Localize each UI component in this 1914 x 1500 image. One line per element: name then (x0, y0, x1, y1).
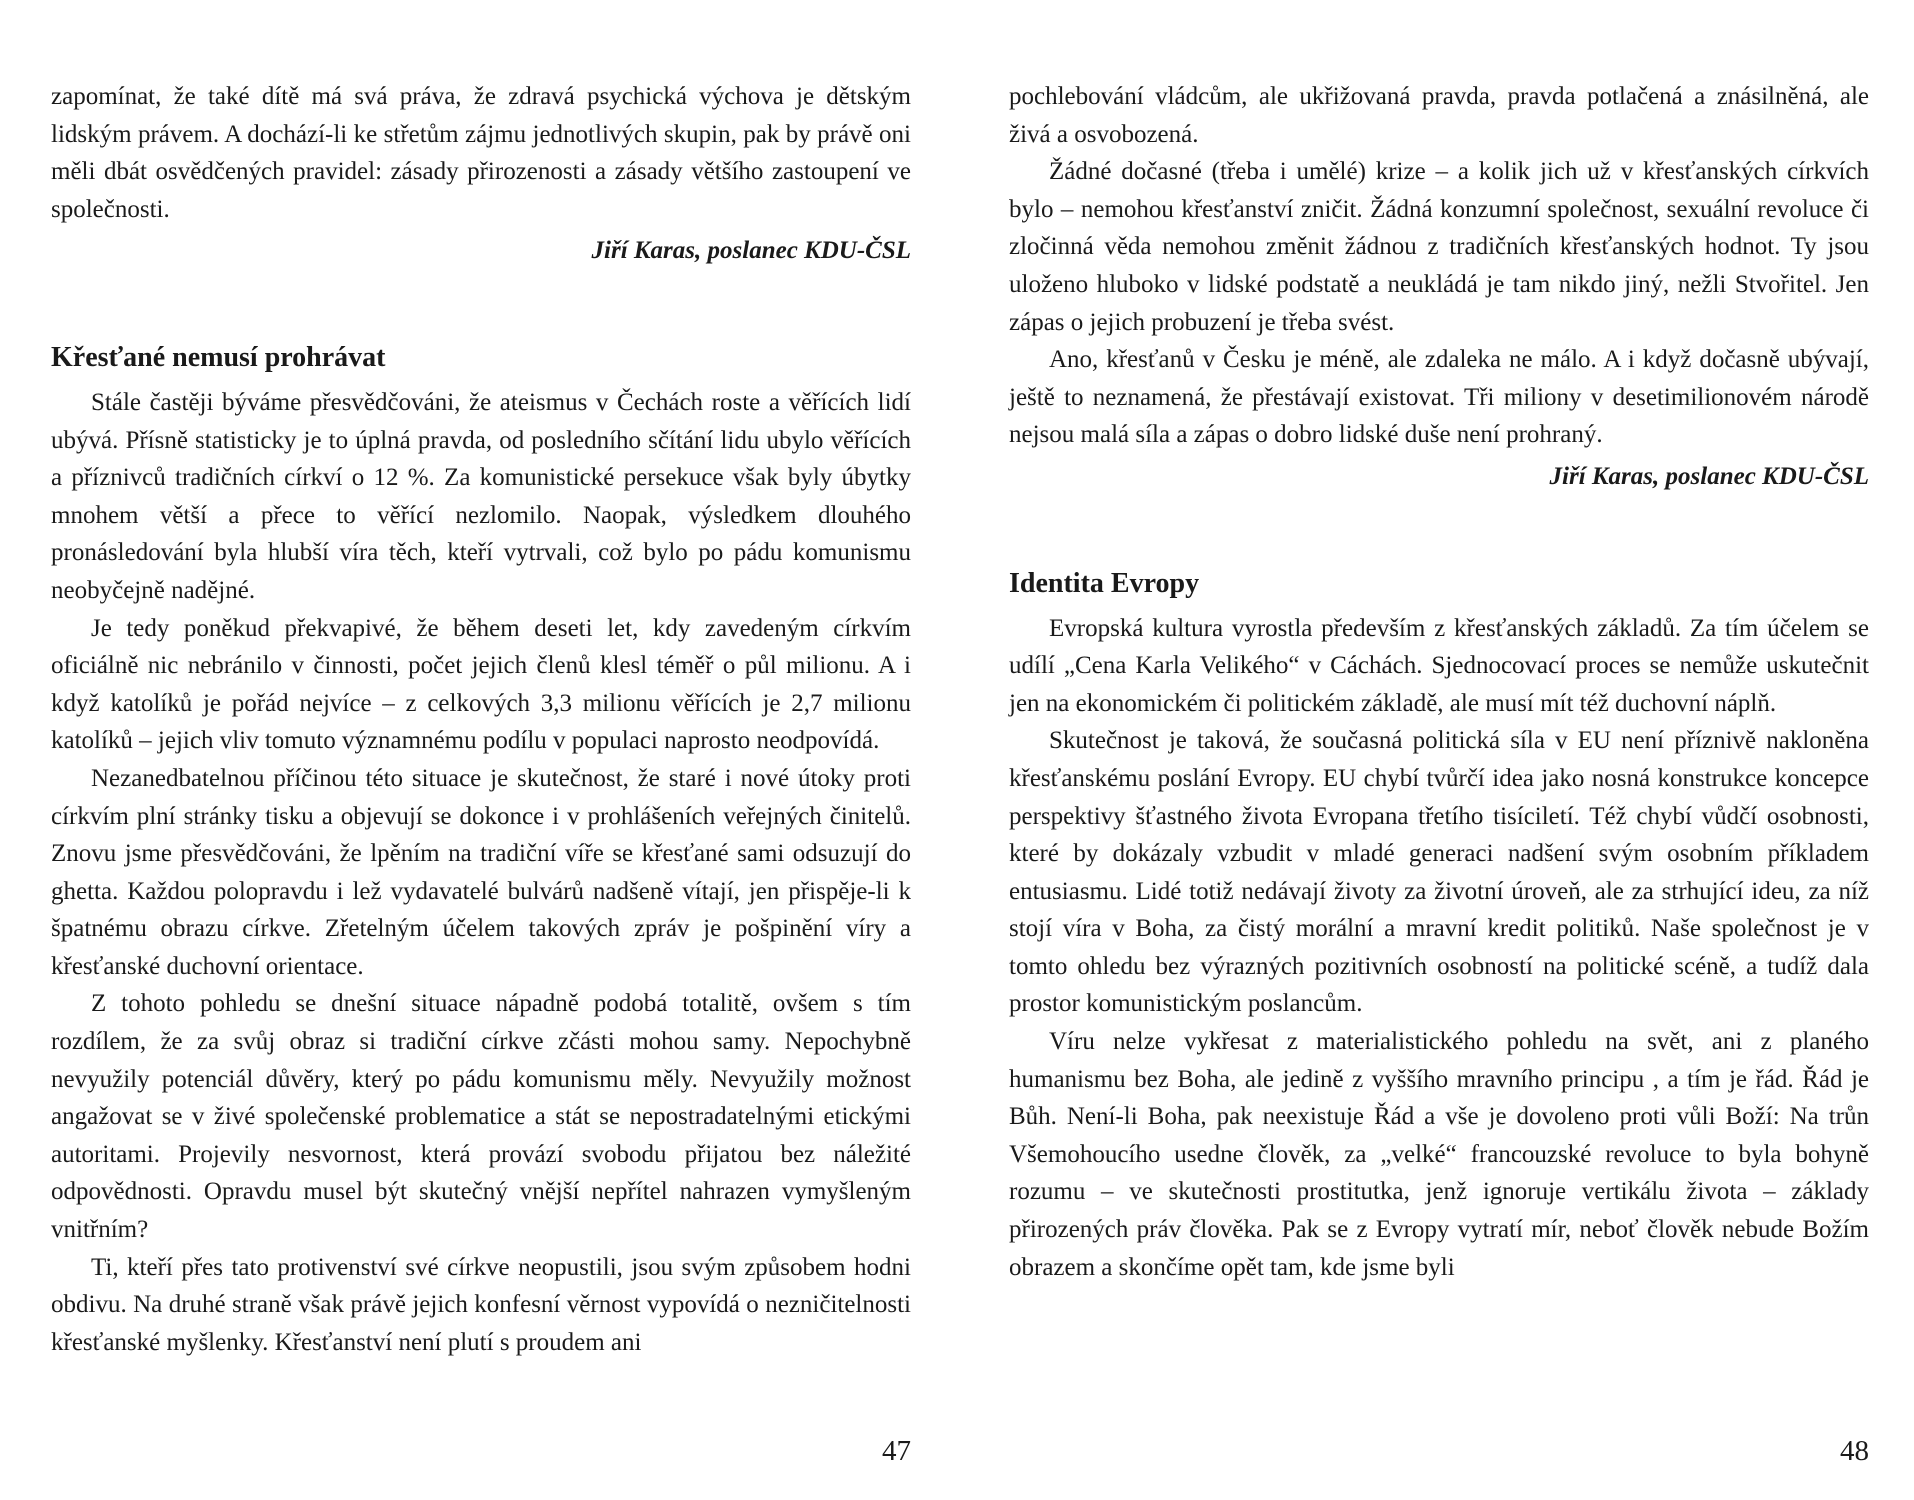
body-paragraph: Ano, křesťanů v Česku je méně, ale zdaleka ne málo. A i když dočasně ubývají, ještě to neznamená, že přestávají existovat. Tři miliony v desetimilionovém národě nejsou malá síla a zápas o dobro lidské duše není prohraný. (1009, 346, 1869, 449)
author-signature: Jiří Karas, poslanec KDU-ČSL (591, 237, 911, 265)
body-paragraph: Nezanedbatelnou příčinou této situace je skutečnost, že staré i nové útoky proti církvím plní stránky tisku a objevují se dokonce i v prohlášeních veřejných činitelů. Znovu jsme přesvědčováni, že lpěním na tradiční víře se křesťané sami odsuzují do ghetta. Každou polopravdu i lež vydavatelé bulvárů nadšeně vítají, jen přispěje-li k špatnému obrazu církve. Zřetelným účelem takových zpráv je pošpinění víry a křesťanské duchovní orientace. (51, 764, 911, 980)
body-paragraph: Evropská kultura vyrostla především z křesťanských základů. Za tím účelem se udílí „Cena Karla Velikého“ v Cáchách. Sjednocovací proces se nemůže uskutečnit jen na ekonomickém či politickém základě, ale musí mít též duchovní náplň. (1009, 614, 1869, 717)
body-paragraph: Žádné dočasné (třeba i umělé) krize – a kolik jich už v křesťanských církvích bylo – nemohou křesťanství zničit. Žádná konzumní společnost, sexuální revoluce či zločinná věda nemohou změnit žádnou z tradičních křesťanských hodnot. Ty jsou uloženo hluboko v lidské podstatě a neukládá je tam nikdo jiný, nežli Stvořitel. Jen zápas o jejich probuzení je třeba svést. (1009, 158, 1869, 336)
author-signature: Jiří Karas, poslanec KDU-ČSL (1549, 462, 1869, 490)
body-paragraph: Z tohoto pohledu se dnešní situace nápadně podobá totalitě, ovšem s tím rozdílem, že za svůj obraz si tradiční církve zčásti mohou samy. Nepochybně nevyužily potenciál důvěry, který po pádu komunismu měly. Nevyužily možnost angažovat se v živé společenské problematice a stát se nepostradatelnými etickými autoritami. Projevily nesvornost, která provází svobodu přijatou bez náležité odpovědnosti. Opravdu musel být skutečný vnější nepřítel nahrazen vymyšleným vnitřním? (51, 990, 911, 1244)
body-paragraph: Víru nelze vykřesat z materialistického pohledu na svět, ani z planého humanismu bez Boha, ale jedině z vyššího mravního principu , a tím je řád. Řád je Bůh. Není-li Boha, pak neexistuje Řád a vše je dovoleno proti vůli Boží: Na trůn Všemohoucího usedne člověk, za „velké“ francouzské revoluce to byla bohyně rozumu – ve skutečnosti prostitutka, jenž ignoruje vertikálu života – základy přirozených práv člověka. Pak se z Evropy vytratí mír, neboť člověk nebude Božím obrazem a skončíme opět tam, kde jsme byli (1009, 1028, 1869, 1281)
body-paragraph: Ti, kteří přes tato protivenství své církve neopustili, jsou svým způsobem hodni obdivu. Na druhé straně však právě jejich konfesní věrnost vypovídá o nezničitelnosti křesťanské myšlenky. Křesťanství není plutí s proudem ani (51, 1253, 911, 1356)
body-paragraph: Stále častěji býváme přesvědčováni, že ateismus v Čechách roste a věřících lidí ubývá. Přísně statisticky je to úplná pravda, od posledního sčítání lidu ubylo věřících a příznivců tradičních církví o 12 %. Za komunistické persekuce však byly úbytky mnohem větší a přece to věřící nezlomilo. Naopak, výsledkem dlouhého pronásledování byla hlubší víra těch, kteří vytrvali, což bylo po pádu komunismu neobyčejně nadějné. (51, 388, 911, 604)
section-heading: Identita Evropy (1009, 567, 1200, 599)
page-number: 47 (882, 1435, 911, 1467)
body-paragraph: Skutečnost je taková, že současná politická síla v EU není příznivě nakloněna křesťanskému poslání Evropy. EU chybí tvůrčí idea jako nosná konstrukce koncepce perspektivy šťastného života Evropana třetího tisíciletí. Též chybí vůdčí osobnosti, které by dokázaly vzbudit v mladé generaci nadšení svým osobním příkladem entusiasmu. Lidé totiž nedávají životy za životní úroveň, ale za strhující ideu, za níž stojí víra v Boha, za čistý morální a mravní kredit politiků. Naše společnost je v tomto ohledu bez výrazných pozitivních osobností na politické scéně, a tudíž dala prostor komunistickým poslancům. (1009, 727, 1869, 1018)
section-heading: Křesťané nemusí prohrávat (51, 341, 386, 373)
intro-paragraph: zapomínat, že také dítě má svá práva, že zdravá psychická výchova je dětským lidským právem. A dochází-li ke střetům zájmu jednotlivých skupin, pak by právě oni měli dbát osvědčených pravidel: zásady přirozenosti a zásady většího zastoupení ve společnosti. (51, 83, 911, 223)
body-paragraph: Je tedy poněkud překvapivé, že během deseti let, kdy zavedeným církvím oficiálně nic nebránilo v činnosti, počet jejich členů klesl téměř o půl milionu. A i když katolíků je pořád nejvíce – z celkových 3,3 milionu věřících je 2,7 milionu katolíků – jejich vliv tomuto významnému podílu v populaci naprosto neodpovídá. (51, 614, 911, 755)
right-page (957, 0, 1914, 1500)
continuation-paragraph: pochlebování vládcům, ale ukřižovaná pravda, pravda potlačená a znásilněná, ale živá a osvobozená. (1009, 83, 1869, 148)
page-number: 48 (1840, 1435, 1869, 1467)
